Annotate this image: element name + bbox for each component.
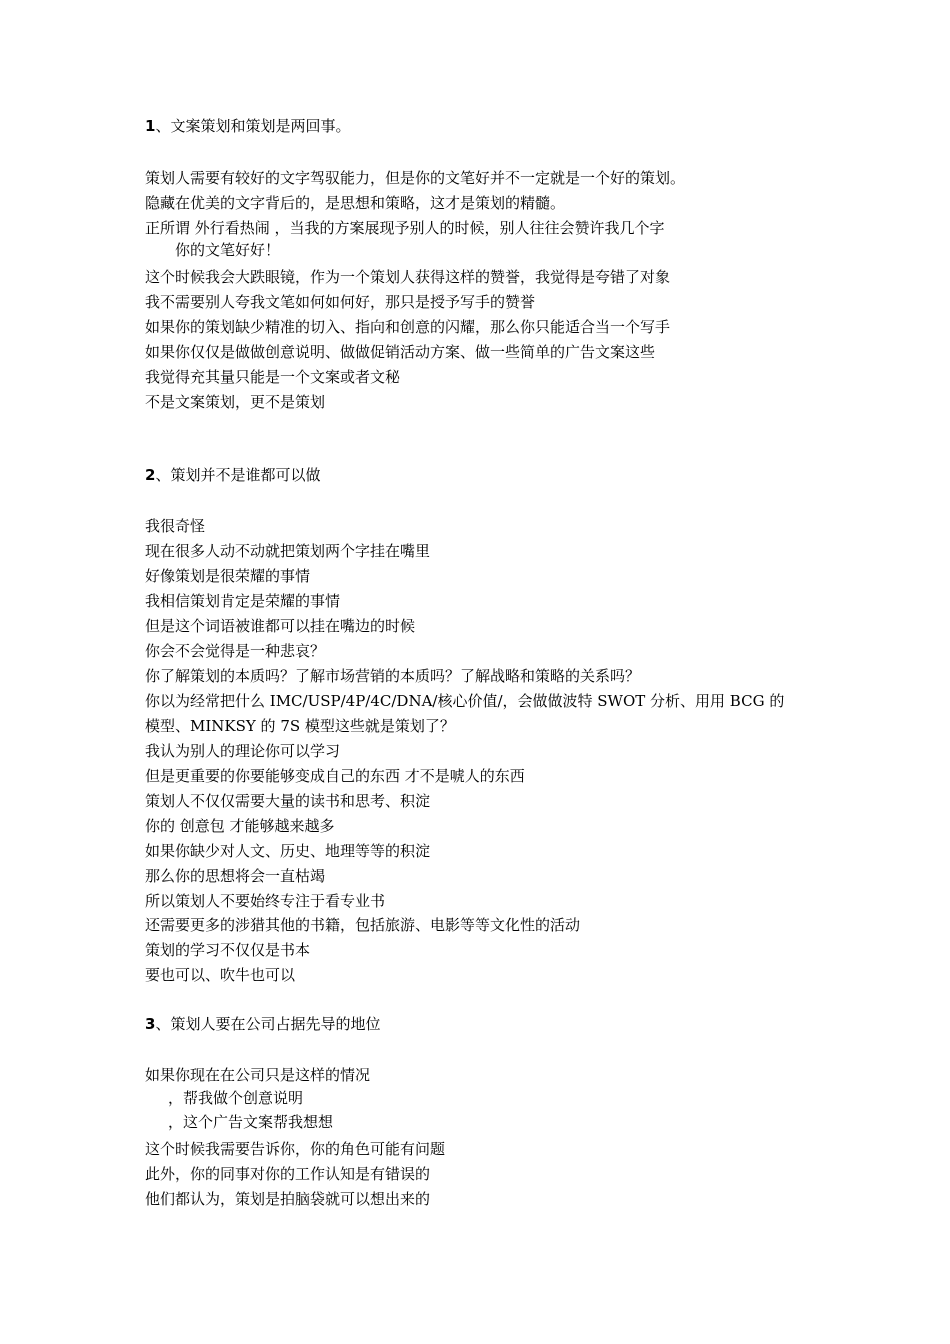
section-2-line: 所以策划人不要始终专注于看专业书 [145,892,386,910]
section-2-line: 还需要更多的涉猎其他的书籍，包括旅游、电影等等文化性的活动 [145,916,581,934]
section-3-title: 、策划人要在公司占据先导的地位 [155,1015,381,1033]
section-2-title: 、策划并不是谁都可以做 [155,466,321,484]
section-2-line: 模型、MINKSY 的 7S 模型这些就是策划了？ [145,717,455,735]
section-1-line: 你的文笔好好！ [175,241,281,259]
section-2-line: 你的 创意包 才能够越来越多 [145,817,335,835]
section-3-number: 3 [145,1015,156,1033]
section-1-line: 我觉得充其量只能是一个文案或者文秘 [145,368,401,386]
section-1-heading [145,116,350,136]
section-1-title: 、文案策划和策划是两回事。 [155,117,351,135]
section-1-line: 不是文案策划，更不是策划 [145,393,326,411]
section-3-heading [145,1014,380,1034]
section-1-line: 策划人需要有较好的文字驾驭能力，但是你的文笔好并不一定就是一个好的策划。 [145,169,686,187]
section-2-line: 但是更重要的你要能够变成自己的东西 才不是唬人的东西 [145,767,525,785]
section-2-line: 策划人不仅仅需要大量的读书和思考、积淀 [145,792,431,810]
section-1-line: 我不需要别人夸我文笔如何如何好，那只是授予写手的赞誉 [145,293,536,311]
section-2-line: 我很奇怪 [145,517,206,535]
section-3-line: 他们都认为，策划是拍脑袋就可以想出来的 [145,1190,431,1208]
section-2-heading [145,465,320,485]
section-1-line: 这个时候我会大跌眼镜，作为一个策划人获得这样的赞誉，我觉得是夸错了对象 [145,268,671,286]
section-2-line: 但是这个词语被谁都可以挂在嘴边的时候 [145,617,416,635]
section-2-line: 你以为经常把什么 IMC/USP/4P/4C/DNA/核心价值/，会做做波特 SWOT 分析、用用 BCG 的 [145,692,785,710]
section-1-line: 正所谓 外行看热闹 ，当我的方案展现予别人的时候，别人往往会赞许我几个字 [145,219,665,237]
section-2-line: 好像策划是很荣耀的事情 [145,567,311,585]
section-2-line: 如果你缺少对人文、历史、地理等等的积淀 [145,842,431,860]
section-2-line: 要也可以、吹牛也可以 [145,966,296,984]
section-1-line: 隐藏在优美的文字背后的，是思想和策略，这才是策划的精髓。 [145,194,566,212]
section-2-line: 那么你的思想将会一直枯竭 [145,867,326,885]
section-1-line: 如果你仅仅是做做创意说明、做做促销活动方案、做一些简单的广告文案这些 [145,343,656,361]
section-1-number: 1 [145,117,156,135]
section-3-line: 如果你现在在公司只是这样的情况 [145,1066,371,1084]
section-3-line: ，帮我做个创意说明 [168,1089,304,1107]
section-3-line: 此外，你的同事对你的工作认知是有错误的 [145,1165,431,1183]
section-1-line: 如果你的策划缺少精准的切入、指向和创意的闪耀，那么你只能适合当一个写手 [145,318,671,336]
section-2-line: 策划的学习不仅仅是书本 [145,941,311,959]
section-3-line: ，这个广告文案帮我想想 [168,1113,334,1131]
section-2-line: 你了解策划的本质吗？了解市场营销的本质吗？了解战略和策略的关系吗？ [145,667,641,685]
section-2-line: 我认为别人的理论你可以学习 [145,742,341,760]
section-3-line: 这个时候我需要告诉你，你的角色可能有问题 [145,1140,446,1158]
section-2-line: 我相信策划肯定是荣耀的事情 [145,592,341,610]
section-2-line: 你会不会觉得是一种悲哀？ [145,642,326,660]
section-2-number: 2 [145,466,156,484]
section-2-line: 现在很多人动不动就把策划两个字挂在嘴里 [145,542,431,560]
